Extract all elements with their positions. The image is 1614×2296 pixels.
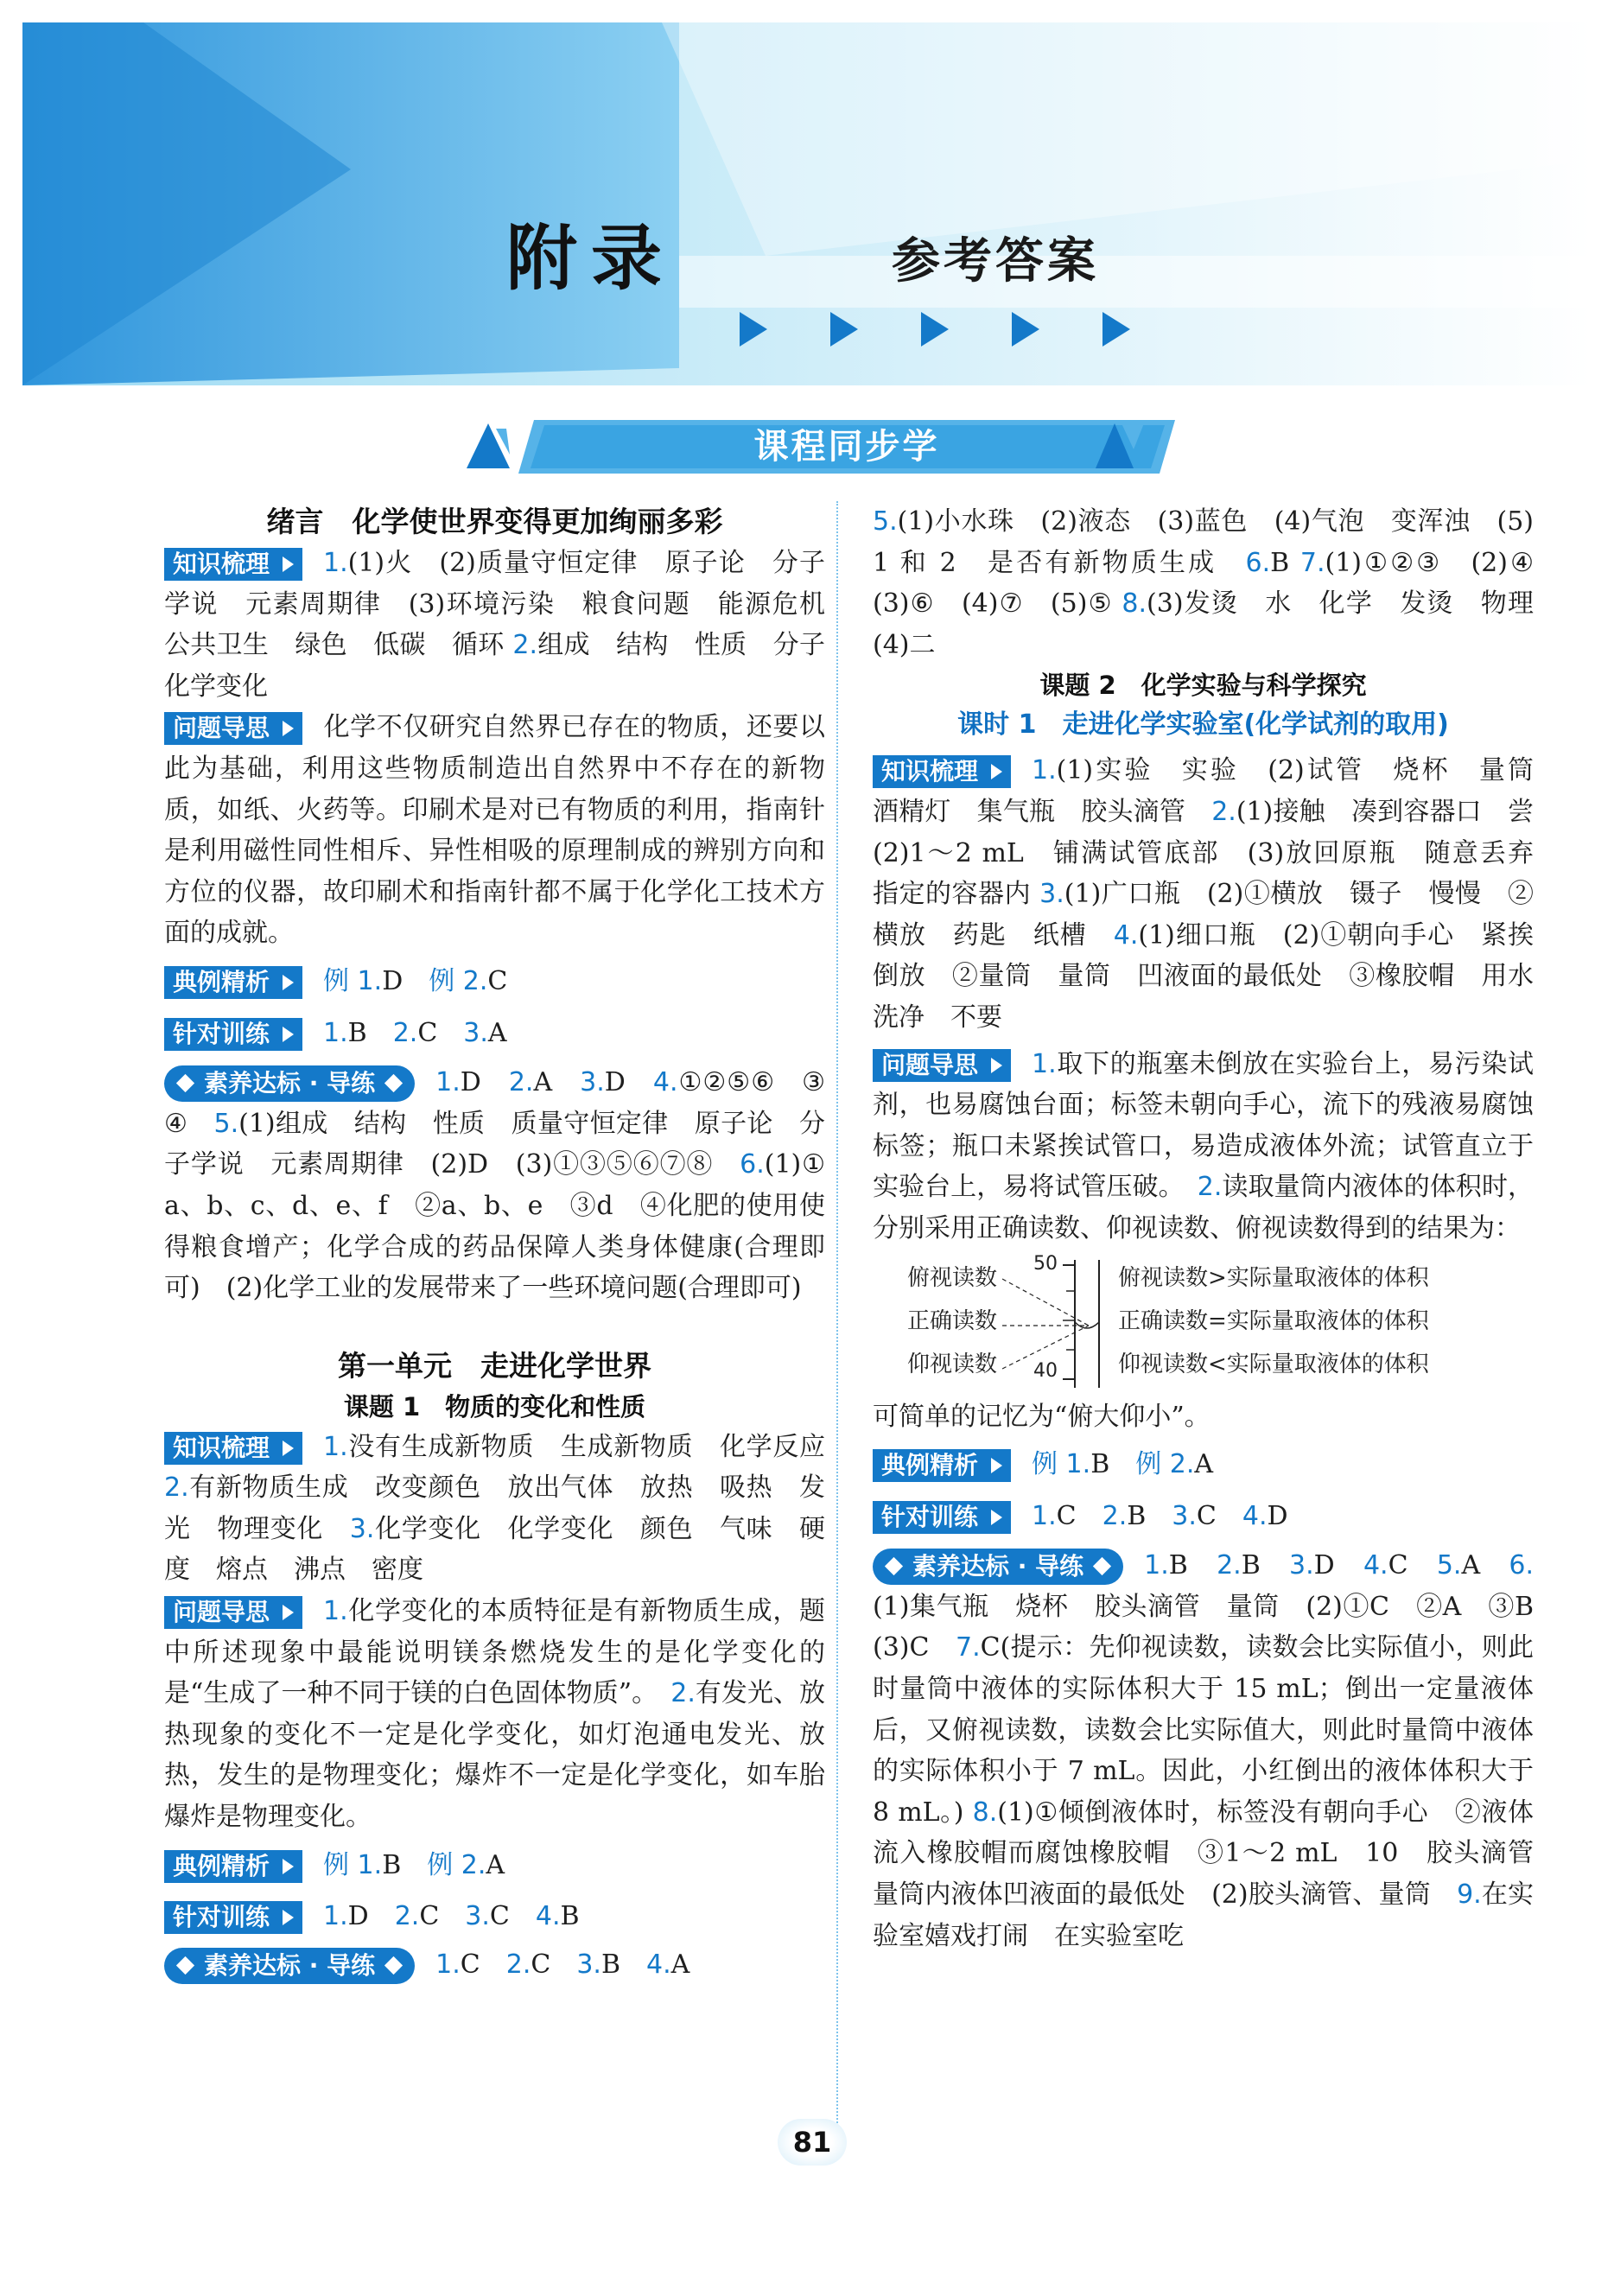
r-knowledge-block: 知识梳理 1.(1)实验 实验 (2)试管 烧杯 量筒 酒精灯 集气瓶 胶头滴管 2.(1)接触 凑到容器口 尝 (2)1～2 mL 铺满试管底部 (3)放回原瓶 随意丢弃 指定的容器内 3.(1)广口瓶 (2)①横放 镊子 慢慢 ②横放 药匙 纸槽 4.(1)细口瓶 (2)①朝向手心 紧挨 倒放 ②量筒 量筒 凹液面的最低处 ③橡胶帽 用水洗净 不要	[873, 755, 1560, 1033]
question-tag: 问题导思	[164, 712, 302, 745]
training-tag: 针对训练	[164, 1901, 302, 1934]
knowledge-tag: 知识梳理	[164, 1432, 302, 1465]
lesson1-title: 课题 1 物质的变化和性质	[343, 1391, 646, 1421]
example-tag: 典例精析	[164, 966, 302, 999]
training-tag: 针对训练	[164, 1018, 302, 1051]
section-band	[518, 420, 1175, 474]
right-column	[873, 501, 1560, 1956]
intro-title: 绪言 化学使世界变得更加绚丽多彩	[266, 505, 723, 538]
continued-answers: 5.(1)小水珠 (2)液态 (3)蓝色 (4)气泡 变浑浊 (5)1 和 2 是否有新物质生成 6.B 7.(1)①②③ (2)④ (3)⑥ (4)⑦ (5)⑤ 8.(3)发烫 水 化学 发烫 物理 (4)二	[873, 506, 1560, 660]
reading-memo: 可简单的记忆为“俯大仰小”。	[873, 1401, 1210, 1432]
arrow-icon	[1012, 312, 1039, 347]
question-block: 问题导思 化学不仅研究自然界已存在的物质，还要以此为基础，利用这些物质制造出自然界中不存在的新物质，如纸、火药等。印刷术是对已有物质的利用，指南针是利用磁性同性相斥、异性相吸的原理制成的辨别方向和方位的仪器，故印刷术和指南针都不属于化学化工技术方面的成就。	[164, 712, 825, 949]
question-tag: 问题导思	[873, 1049, 1011, 1082]
training-block: 针对训练 1.B 2.C 3.A	[164, 1013, 825, 1054]
answer-key-title: 参考答案	[892, 233, 1099, 289]
literacy-block: 素养达标 · 导练 1.D 2.A 3.D 4.①②⑤⑥ ③④ 5.(1)组成 结构 性质 质量守恒定律 原子论 分子学说 元素周期律 (2)D (3)①③⑤⑥⑦⑧ 6.(1)①a、b、c、d、e、f ②a、b、e ③d ④化肥的使用使得粮食增产；化学合成的药品保障人类身体健康(合理即可) (2)化学工业的发展带来了一些环境问题(合理即可)	[164, 1067, 826, 1304]
knowledge-tag: 知识梳理	[873, 755, 1011, 788]
appendix-title: 附录	[506, 218, 677, 300]
arrow-icon	[921, 312, 949, 347]
r-training-block: 针对训练 1.C 2.B 3.C 4.D	[873, 1496, 1534, 1537]
knowledge-tag: 知识梳理	[164, 548, 302, 581]
cylinder-sketch	[1002, 1253, 1106, 1395]
example-tag: 典例精析	[873, 1449, 1011, 1482]
diagram-result-bottom: 仰视读数<实际量取液体的体积	[1118, 1351, 1429, 1377]
page-number: 81	[778, 2119, 847, 2166]
literacy-tag: 素养达标 · 导练	[164, 1065, 415, 1102]
column-divider	[836, 501, 838, 2126]
example-block: 典例精析 例 1.D 例 2.C	[164, 961, 825, 1002]
diagram-label-top: 俯视读数	[907, 1264, 998, 1291]
unit-knowledge-block: 知识梳理 1.没有生成新物质 生成新物质 化学反应 2.有新物质生成 改变颜色 放出气体 放热 吸热 发光 物理变化 3.化学变化 化学变化 颜色 气味 硬度 熔点 沸点 密度	[164, 1431, 826, 1586]
unit-example-block: 典例精析 例 1.B 例 2.A	[164, 1845, 825, 1886]
unit-training-block: 针对训练 1.D 2.C 3.C 4.B	[164, 1896, 825, 1937]
arrow-icon	[1102, 312, 1130, 347]
banner-graphic	[22, 22, 1592, 403]
scale-bottom-number: 40	[1033, 1359, 1058, 1382]
unit-question-block: 问题导思 1.化学变化的本质特征是有新物质生成，题中所述现象中最能说明镁条燃烧发生的是化学变化的是“生成了一种不同于镁的白色固体物质”。 2.有发光、放热现象的变化不一定是化学变化，如灯泡通电发光、放热，发生的是物理变化；爆炸不一定是化学变化，如车胎爆炸是物理变化。	[164, 1596, 825, 1833]
triangle-decor-icon	[467, 423, 510, 468]
section-band-label: 课程同步学	[753, 427, 940, 467]
question-tag: 问题导思	[164, 1596, 302, 1629]
diagram-label-middle: 正确读数	[907, 1307, 998, 1334]
arrow-icon	[740, 312, 767, 347]
lesson2-title: 课题 2 化学实验与科学探究	[1039, 671, 1367, 701]
triangle-decor-icon	[1096, 423, 1144, 468]
scale-top-number: 50	[1033, 1252, 1058, 1275]
diagram-result-top: 俯视读数>实际量取液体的体积	[1118, 1264, 1429, 1291]
training-tag: 针对训练	[873, 1501, 1011, 1534]
arrow-icon	[830, 312, 858, 347]
reading-diagram	[873, 1253, 1534, 1395]
diagram-label-bottom: 仰视读数	[907, 1351, 998, 1377]
period1-title: 课时 1 走进化学实验室(化学试剂的取用)	[957, 709, 1449, 741]
header-banner	[22, 22, 1592, 403]
r-example-block: 典例精析 例 1.B 例 2.A	[873, 1444, 1534, 1485]
diagram-result-middle: 正确读数=实际量取液体的体积	[1118, 1307, 1429, 1334]
r-question-block: 问题导思 1.取下的瓶塞未倒放在实验台上，易污染试剂，也易腐蚀台面；标签未朝向手心，流下的残液易腐蚀标签；瓶口未紧挨试管口，易造成液体外流；试管直立于实验台上，易将试管压破。 2.读取量筒内液体的体积时，分别采用正确读数、仰视读数、俯视读数得到的结果为：	[873, 1048, 1535, 1243]
literacy-tag: 素养达标 · 导练	[164, 1948, 415, 1984]
example-tag: 典例精析	[164, 1850, 302, 1883]
r-literacy-block: 素养达标 · 导练 1.B 2.B 3.D 4.C 5.A 6.(1)集气瓶 烧杯 胶头滴管 量筒 (2)①C ②A ③B (3)C 7.C(提示：先仰视读数，读数会比实际值小，则此时量筒中液体的实际体积大于 15 mL；倒出一定量液体后，又俯视读数，读数会比实际值大，则此时量筒中液体的实际体积小于 7 mL。因此，小红倒出的液体体积大于 8 mL。) 8.(1)①倾倒液体时，标签没有朝向手心 ②液体流入橡胶帽而腐蚀橡胶帽 ③1～2 mL 10 胶头滴管 量筒内液体凹液面的最低处 (2)胶头滴管、量筒 9.在实验室嬉戏打闹 在实验室吃	[873, 1550, 1560, 1951]
literacy-tag: 素养达标 · 导练	[873, 1549, 1123, 1585]
unit-title: 第一单元 走进化学世界	[338, 1348, 651, 1383]
knowledge-block: 知识梳理 1.(1)火 (2)质量守恒定律 原子论 分子学说 元素周期律 (3)环境污染 粮食问题 能源危机 公共卫生 绿色 低碳 循环 2.组成 结构 性质 分子 化学变化	[164, 548, 852, 702]
unit-literacy-block: 素养达标 · 导练 1.C 2.C 3.B 4.A	[164, 1944, 825, 1986]
left-column	[164, 501, 852, 1985]
